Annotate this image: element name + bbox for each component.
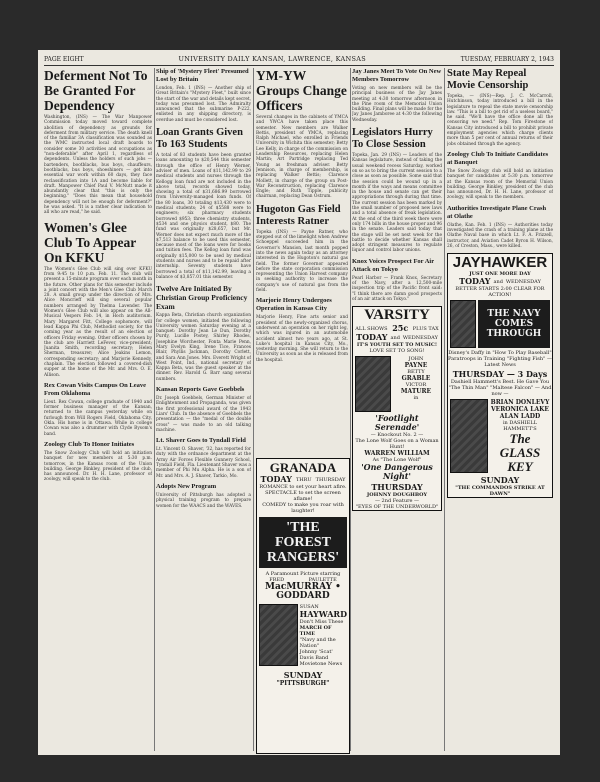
granada-comedy: COMEDY to make you roar with laughter!	[262, 502, 344, 514]
granada-romance: ROMANCE to set your heart afire.	[259, 484, 347, 490]
granada-stars: MacMURRAY • GODDARD	[265, 582, 341, 601]
headline-shaver: Lt. Shaver Goes to Tyndall Field	[156, 437, 246, 445]
varsity-ad	[352, 306, 442, 511]
varsity-thursday: THURSDAY	[371, 482, 423, 493]
granada-news: Movietone News	[299, 661, 343, 667]
jayhawker-today: TODAY	[459, 276, 491, 287]
granada-fred: FRED	[269, 577, 285, 583]
jayhawker-photo-2	[450, 399, 488, 473]
varsity-warren: WARREN WILLIAM	[364, 450, 430, 458]
varsity-tagline-2: LOVE SET TO SONG!	[369, 348, 425, 355]
headline-loan-grants: Loan Grants Given To 163 Students	[156, 127, 243, 151]
column-rule	[253, 68, 254, 751]
page-number: PAGE EIGHT	[44, 55, 84, 63]
varsity-knockout: — Knockout No. 2 —	[370, 432, 424, 439]
article-new-program: University of Pittsburgh has adopted a physical training program to prepare women for the WAACS and the WAVES.	[156, 492, 251, 509]
article-loan-grants: A total of 83 students have been granted loans amounting to $20,544 this semester through the office of Henry Werner, adviser of men. Loans of $11,142.99 to 29 medical students and nurses through the Kellogg loan fund are not included in the above total, records showed today, showing a total of $31,686.99 borrowed from University-managed loan funds. Of the 80 loans, 30 totaling $13,430 were to medical students; 24 of $5588 were to engineers; six pharmacy students borrowed $953; three chemistry students, $534 and one physics student, $80. The fund was originally $28,657, but Mr. Werner does not expect much more of the $7,513 balance to be used this semester, because most of the loans were for books and tuition fees. The Kellog loan fund was originally $15,000 to be used by medical students and nurses and to be repaid after internship. Seventy students have borrowed a total of $11,142.99, leaving a balance of $3,857.01 this semester.	[156, 153, 251, 280]
varsity-film-title: 'Footlight Serenade'	[374, 413, 420, 433]
column-1	[44, 68, 152, 751]
jayhawker-dashiell: Dashiell Hammett's Best. He Gave You "The Thin Man" "Maltese Falcon" — And now —	[448, 379, 552, 398]
granada-photo	[259, 604, 298, 666]
granada-paulette: PAULETTE	[308, 577, 337, 583]
granada-sunday: SUNDAY	[283, 670, 323, 680]
varsity-photo	[355, 356, 391, 412]
headline-goebbels: Kansan Reports Gave Goebbels	[156, 386, 245, 394]
jayhawker-photo-1	[450, 300, 476, 348]
article-zoology-honor: The Snow Zoology Club will hold an initiation banquet for new members at 5:30 p.m. tomorrow, in the Kansas room of the Union building. George Binkley, president of the club, has announced. Dr. H. H. Lane, professor of zoology, will speak to the club.	[44, 450, 152, 483]
jayhawker-sunday: SUNDAY	[480, 475, 520, 486]
column-2	[156, 68, 251, 751]
varsity-today: TODAY	[356, 332, 388, 343]
jayhawker-starts: BETTER STARTS 2:00 CLEAR FOR ACTION!	[455, 286, 545, 299]
headline-new-program: Adopts New Program	[156, 482, 217, 490]
headline-zoology-honor: Zoology Club To Honor Initiates	[44, 440, 135, 448]
newspaper-page	[38, 50, 560, 755]
jayhawker-ad	[447, 253, 553, 498]
article-glee-club: The Women's Glee Club will sing over KFKU from 9:45 to 10 p.m. Feb. 11. The club will present a 15-minute program over each month in the future. Other plans for this semester include a joint concert with the Men's Glee Club March 28. A small group under the direction of Mrs. Alice Moncrieff will sing several popular numbers arranged by Thelma Lavender. The Women's Glee Club will also appear on the All-Musical Vespers Feb. 14, in Hoch auditorium. Mary Margaret Fitt, College sophomore, will lead Kappa Phi Club, Methodist society, for the coming year as the result of an election of officers Friday evening. Other officers chosen by the club are Harriett LeFever, vice-president; Juanita Smith, recording secretary; Helen Sherman, treasurer; Alice Jeakins Lemon, corresponding secretary; and Marjorie Kennedy, chaplain. The election followed a covered-dish supper at the home of the Mr. and Mrs. O. E. Allison.	[44, 266, 152, 378]
column-rule	[350, 68, 351, 751]
varsity-price: 25c	[392, 323, 409, 334]
varsity-eyes: "EYES OF THE UNDERWORLD"	[355, 504, 439, 511]
article-twelve-initiated: Kappa Beta, Christian church organization for college women, initiated the following University women Saturday evening at a banquet: Dorothy Jean Le Dun, Dorothy Purdy, Lucille Postey, Shirley Rhodes, Josephine Worchester, Fonta Marie Penn, Mary Evelyn King, Irene Tice, Frances Blair, Phyllis Jackman, Dorothy Corlett, and Sara Ann Jones. Mrs. Everett Wright of West Point, Ind., national secretary of Kappa Beta, was the guest speaker at the dinner. Rev. Harold G. Barr sang several numbers.	[156, 313, 251, 382]
varsity-and: and	[390, 334, 400, 341]
article-hugoton: Topeka (INS) — Payne Ratner, who stepped out of the limelight when Andrew Schoeppel succeeded him in the Governor's Mansion, last month popped into the news again today as an attorney interested in the Hugoton's natural gas field. The former Governor appeared before the state corporation commission representing the Union Harvest company in seeking authority to increase the company's use of natural gas from the field.	[256, 229, 348, 294]
granada-today: TODAY	[260, 474, 292, 484]
article-mystery-fleet: London, Feb. 1 (INS) — Another ship of Great Britain's "Mystery Fleet," built since the start of the war and details kept secret, today was presumed lost. The Admiralty announced that the submarine P-222, enlisted in any shipping directory, is overdue and must be considered lost.	[156, 86, 251, 123]
headline-knox: Knox Voices Prospect For Air Attack on Tokyo	[352, 257, 434, 273]
article-legislators: Topeka, Jan. 29 (INS) — Leaders of the Kansas legislature, instead of taking the usual weekend recess Saturday, worked on so as to bring the current session to a close as soon as possible. Some said that the session could be wound up in a month if the ways and means committee in the house and senate can get their appropriations through during that time. The current session has been marked by the small number of proposed new laws and a total absence of freak legislation. At the end of the third week there were only 174 bills in the house proper and 96 in the senate. Leaders said today that the stage will be set next week for the battle to decide whether Kansas shall adopt stringent measures to regulate liquor and control labor unions.	[352, 153, 442, 254]
granada-ad	[256, 458, 350, 754]
headline-zoology-banquet: Zoology Club To Initiate Candidates at Banquet	[447, 150, 549, 166]
granada-miss: Don't Miss These	[299, 619, 344, 625]
jayhawker-film-title: THE NAVY COMES THROUGH	[486, 309, 542, 340]
headline-jay-janes: Jay Janes Meet To Vote On New Members Tomorrow	[352, 68, 442, 83]
jayhawker-sunday-film: "THE COMMANDOS STRIKE AT DAWN"	[455, 485, 545, 498]
article-shaver: Lt. Vincent O. Shaver, '32, has reported for duty with the ordnance department at the Army Air Forces Flexible Gunnery School, Tyndall Field, Fla. Lieutenant Shaver was a member of Phi Mu Alpha. He is a son of Mr. and Mrs. A. J. Shaver, Tarkio, Mo.	[156, 447, 251, 479]
article-zoology-banquet: The Snow Zoology club will hold an initiation banquet for candidates at 5:30 p.m. tomorrow at the Kansas room of the Memorial Union building. George Binkley, president of the club has announced, Dr. H. H. Lane, professor of zoology, will speak to the members.	[447, 168, 553, 201]
varsity-star1: JOHN	[408, 356, 424, 363]
jayhawker-thursday: THURSDAY — 3 Days	[452, 369, 548, 380]
varsity-short1: The Lone Wolf Goes on a Woman Hunt!	[355, 438, 439, 451]
jayhawker-star1: BRIAN DONLEVY	[490, 399, 550, 407]
jayhawker-star3: ALAN LADD	[499, 413, 541, 421]
headline-legislators: Legislators Hurry To Close Session	[352, 127, 433, 151]
article-marjorie-henry: Marjorie Henry, Fine arts senior and president of the newly-organized chorus, underwent an operation on her right leg, which was injured in an automobile accident almost two years ago, at St. Luke's hospital in Kansas City, Mo., yesterday morning. She will return to the University as soon as she is released from the hospital.	[256, 315, 348, 363]
article-plane-crash: Olathe, Kan. Feb. 1 (INS) — Authorities today investigated the crash of a training plane at the Olathe Naval base in which Lt. F. A. Frizzell, instructor, and Aviation Cadet Byron H. Wilson, 26, of Creston, Mass., were killed.	[447, 222, 553, 249]
column-4	[352, 68, 442, 751]
masthead: UNIVERSITY DAILY KANSAN, LAWRENCE, KANSAS	[178, 55, 366, 63]
headline-glee-club: Women's Glee Club To Appear On KFKU	[44, 219, 137, 265]
varsity-star1b: PAYNE	[404, 362, 428, 370]
varsity-wednesday: WEDNESDAY	[402, 334, 438, 341]
varsity-johnny: JOHNNY DOUGHBOY	[366, 492, 428, 499]
jayhawker-just-one: JUST ONE MORE DAY	[469, 271, 531, 278]
varsity-tagline-1: IT'S YOUTH SET TO MUSIC!	[356, 342, 438, 349]
column-rule	[154, 68, 155, 751]
granada-spectacle: SPECTACLE to set the screen aflame!	[265, 490, 341, 502]
granada-susan: SUSAN	[299, 604, 319, 610]
column-5	[447, 68, 553, 751]
varsity-film2: 'One Dangerous Night'	[361, 462, 433, 482]
headline-movie-censorship: State May Repeal Movie Censorship	[447, 68, 529, 91]
headline-plane-crash: Authorities Investigate Plane Crash at Olathe	[447, 204, 547, 220]
jayhawker-film2: The GLASS KEY	[499, 431, 541, 475]
headline-rex-cowan: Rex Cowan Visits Campus On Leave From Oklahoma	[44, 381, 147, 397]
article-goebbels: Dr. Joseph Goebbels, German Minister of Enlightenment and Propaganda, was given the first professional award of the 1943 Liars' Club. In the absence of Goebbels the presentation — the "medal of the double cross" — was made to an old talking machine.	[156, 396, 251, 433]
granada-march: MARCH OF TIME	[299, 625, 332, 637]
granada-hayward: HAYWARD	[299, 609, 347, 619]
varsity-star2b: GRABLE	[401, 375, 431, 383]
granada-navy: "Navy and the Nation"	[299, 637, 336, 649]
column-rule	[444, 68, 445, 751]
headline-mystery-fleet: Ship of 'Mystery Fleet' Presumed Lost by Britain	[156, 68, 249, 83]
jayhawker-wednesday: WEDNESDAY	[505, 278, 541, 285]
date-line: TUESDAY, FEBRUARY 2, 1943	[460, 55, 554, 63]
article-knox: Pearl Harbor — Frank Knox, Secretary of the Navy, after a 12,500-mile inspection trip of the Pacific front said: "I think there are damn good prospects of an air attack on Tokyo."	[352, 275, 442, 302]
varsity-star3: VICTOR	[405, 382, 427, 389]
article-deferment: Washington, (INS) — The War Manpower Commission today moved toward complete abolition of dependency as grounds for deferment from military service. The death knell of the familiar 3A classification was sounded as the WMC instructed local draft boards to consider some 30 activities and occupations as "non-deferable" after April 1, regardless of dependents. Unless the holders of such jobs — bartenders, bootblacks, bus boys, chauffeurs, bootblacks, bus boys, shoeshiners — get into essential war work within 60 days, they face reclassification into 1A and become liable for draft. Manpower Chief Paul V. McNutt made it abundantly clear that "this is only the beginning." "Does this mean that household dependency will not be enough for deferment?" he was asked. "It is a rather clear indication to all who are read," he said.	[44, 115, 152, 216]
varsity-second-feature: — 2nd Feature —	[374, 498, 420, 505]
headline-deferment: Deferment Not To Be Granted For Dependency	[44, 68, 148, 113]
granada-film-title: 'THE FOREST RANGERS'	[266, 520, 340, 565]
granada-thursday: THURSDAY	[315, 476, 346, 483]
granada-thru: THRU	[295, 476, 312, 483]
varsity-title: VARSITY	[364, 307, 430, 324]
article-ym-yw: Several changes in the cabinets of YMCA and YWCA have taken place this semester. New members are Walker Bettis, president of YMCA, replacing Ralph Michael, who enrolled in Friends University in Wichita this semester; Betty Lee Kelly, in charge of the commission on Leadership Resources, replacing Helen Martin; Art Partridge replacing Ted Young as freshman adviser. Betty Jennison, in charge of membership, is replacing Walker Bettis; Clarence Mollett, in charge of the group on Post-War Reconstruction, replacing Clarence Engle; and Ruth Tipple, publicity chairman, replacing Dean Ostrum.	[256, 115, 348, 200]
headline-marjorie-henry: Marjorie Henry Undergoes Operation in Kansas City	[256, 297, 332, 313]
headline-ym-yw: YM-YW Groups Change Officers	[256, 68, 347, 113]
jayhawker-disney: Disney's Daffy in "How To Play Baseball" Paratroops in Training "Fighting Fish" — Latest News	[448, 350, 552, 369]
granada-johnny: Johnny 'Scat' Davis Band	[299, 649, 333, 661]
varsity-star3b: MATURE	[400, 388, 432, 396]
granada-paramount: A Paramount Picture starring	[265, 571, 341, 577]
varsity-all-shows: ALL SHOWS	[355, 325, 388, 332]
varsity-as: As "The Lone Wolf"	[372, 457, 422, 464]
article-movie-censorship: Topeka, — (INS)—Rep. J. C. McCarroll, Hutchinson, today introduced a bill in the legislature to repeal the state movie censorship law. "This is a bill to get rid of a useless board," he said. "We'll have the office done all the censoring we need." Rep. Tom Firestone of Kansas City introduced a bill to prohibit private employment agencies which charge clients more than 5 per cent of annual returns of their jobs obtained through the agency.	[447, 94, 553, 147]
varsity-plus-tax: PLUS TAX	[412, 325, 439, 332]
varsity-star2: BETTY	[407, 369, 425, 376]
article-rex-cowan: Lieut. Rex Cowan, college graduate of 1940 and former business manager of the Kansan, returned to the campus yesterday while on furlough from Will Rogers Field, Oklahoma City, Okla. His home is in Ottawa. While in college Cowan was also a drummer with Clyde Bysom's band.	[44, 399, 152, 437]
jayhawker-star2: VERONICA LAKE	[491, 406, 549, 414]
jayhawker-title: JAYHAWKER	[452, 254, 548, 272]
granada-title: GRANADA	[269, 460, 337, 475]
granada-pittsburgh: "PITTSBURGH"	[276, 680, 330, 687]
page-header	[44, 53, 554, 66]
jayhawker-in: in DASHIELL HAMMETT'S	[502, 420, 538, 433]
article-jay-janes: Voting on new members will be the principal business of the Jay Janes meeting at 4:30 tomorrow afternoon in the Pine room of the Memorial Union building. Final plans will be made for the Jay Janes Jamboree at 4:30 the following Wednesday.	[352, 86, 442, 123]
headline-twelve-initiated: Twelve Are Initiated By Christian Group Proficiency Exam	[156, 284, 248, 312]
varsity-in: in	[413, 395, 419, 402]
jayhawker-and: and	[493, 278, 503, 285]
headline-hugoton: Hugoton Gas Field Interests Ratner	[256, 203, 341, 227]
